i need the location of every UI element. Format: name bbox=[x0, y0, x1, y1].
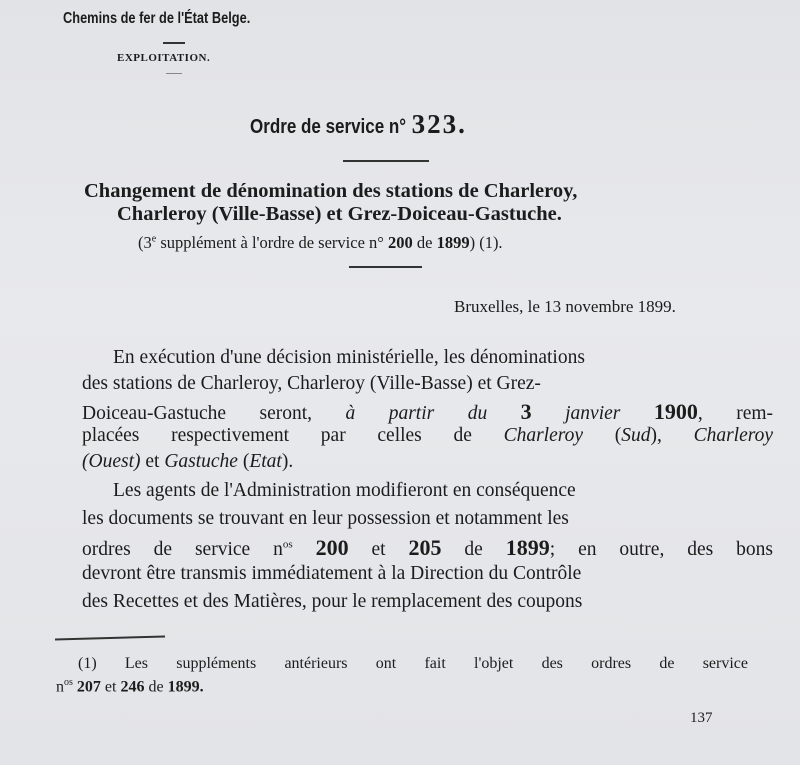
order-title bbox=[250, 109, 467, 140]
text: et bbox=[348, 539, 409, 560]
text: e bbox=[151, 233, 157, 245]
dateline: Bruxelles, le 13 novembre 1899. bbox=[454, 297, 676, 316]
text: Sud bbox=[621, 425, 651, 446]
order-label: Ordre de service n° bbox=[250, 116, 407, 138]
divider bbox=[166, 73, 182, 74]
body-line: Les agents de l'Administration modifieront en conséquence bbox=[113, 480, 576, 501]
body-line: des Recettes et des Matières, pour le remplacement des coupons bbox=[82, 591, 583, 612]
body-line bbox=[82, 451, 293, 473]
subject-line-2: Charleroy (Ville-Basse) et Grez-Doiceau-Gastuche. bbox=[117, 203, 562, 225]
text: à partir du bbox=[345, 403, 521, 424]
text: janvier bbox=[531, 403, 654, 424]
footnote-line-2 bbox=[56, 677, 204, 696]
text: ; en outre, des bons bbox=[549, 539, 774, 560]
text: supplément à l'ordre de service n° bbox=[156, 233, 388, 252]
text: de bbox=[144, 678, 168, 696]
page-number: 137 bbox=[690, 710, 713, 726]
text: Doiceau-Gastuche seront, bbox=[82, 403, 346, 424]
text: 3 bbox=[520, 399, 532, 424]
text: (Ouest) bbox=[82, 451, 141, 472]
footnote-divider bbox=[55, 636, 165, 640]
order-number: 323. bbox=[411, 109, 467, 139]
text: 200 bbox=[388, 233, 413, 252]
text: Etat bbox=[249, 451, 282, 472]
text: 1899 bbox=[436, 233, 470, 252]
supplement-note bbox=[138, 233, 503, 253]
text: Charleroy bbox=[503, 425, 584, 446]
railway-header: Chemins de fer de l'État Belge. bbox=[63, 10, 251, 27]
text: 1899. bbox=[167, 678, 204, 696]
text: 207 bbox=[72, 678, 101, 696]
text: Charleroy bbox=[693, 425, 774, 446]
text: 1899 bbox=[505, 535, 550, 560]
text: ( bbox=[583, 425, 622, 446]
text: 1900 bbox=[653, 399, 698, 424]
text: Gastuche bbox=[164, 451, 238, 472]
subject-line-1: Changement de dénomination des stations de Charleroy, bbox=[84, 180, 578, 202]
text: 246 bbox=[120, 678, 145, 696]
text: de bbox=[441, 539, 506, 560]
text: ( bbox=[237, 451, 250, 472]
text: 200 bbox=[315, 535, 349, 560]
text: ordres de service n bbox=[82, 539, 283, 560]
body-line: devront être transmis immédiatement à la Direction du Contrôle bbox=[82, 563, 582, 584]
text: de bbox=[412, 233, 437, 252]
divider bbox=[349, 266, 422, 268]
department-label: EXPLOITATION. bbox=[117, 52, 211, 64]
text: et bbox=[100, 678, 121, 696]
text: n bbox=[56, 678, 64, 696]
text: ) (1). bbox=[469, 233, 503, 252]
text: placées respectivement par celles de bbox=[82, 425, 504, 446]
text: et bbox=[140, 451, 165, 472]
text: , rem- bbox=[697, 403, 774, 424]
body-line bbox=[82, 399, 773, 425]
divider bbox=[343, 160, 429, 162]
text: ). bbox=[281, 451, 294, 472]
divider bbox=[163, 42, 185, 44]
body-line: les documents se trouvant en leur possession et notamment les bbox=[82, 508, 569, 529]
text: (3 bbox=[138, 233, 152, 252]
text: 205 bbox=[408, 535, 442, 560]
body-line bbox=[82, 535, 773, 561]
body-line bbox=[82, 425, 773, 447]
footnote-line-1: (1) Les suppléments antérieurs ont fait l'objet des ordres de service bbox=[78, 655, 748, 672]
text: os bbox=[282, 538, 293, 551]
body-line: des stations de Charleroy, Charleroy (Ville-Basse) et Grez- bbox=[82, 373, 541, 394]
text: ), bbox=[650, 425, 694, 446]
text: os bbox=[64, 677, 73, 688]
body-line: En exécution d'une décision ministérielle, les dénominations bbox=[113, 347, 585, 368]
